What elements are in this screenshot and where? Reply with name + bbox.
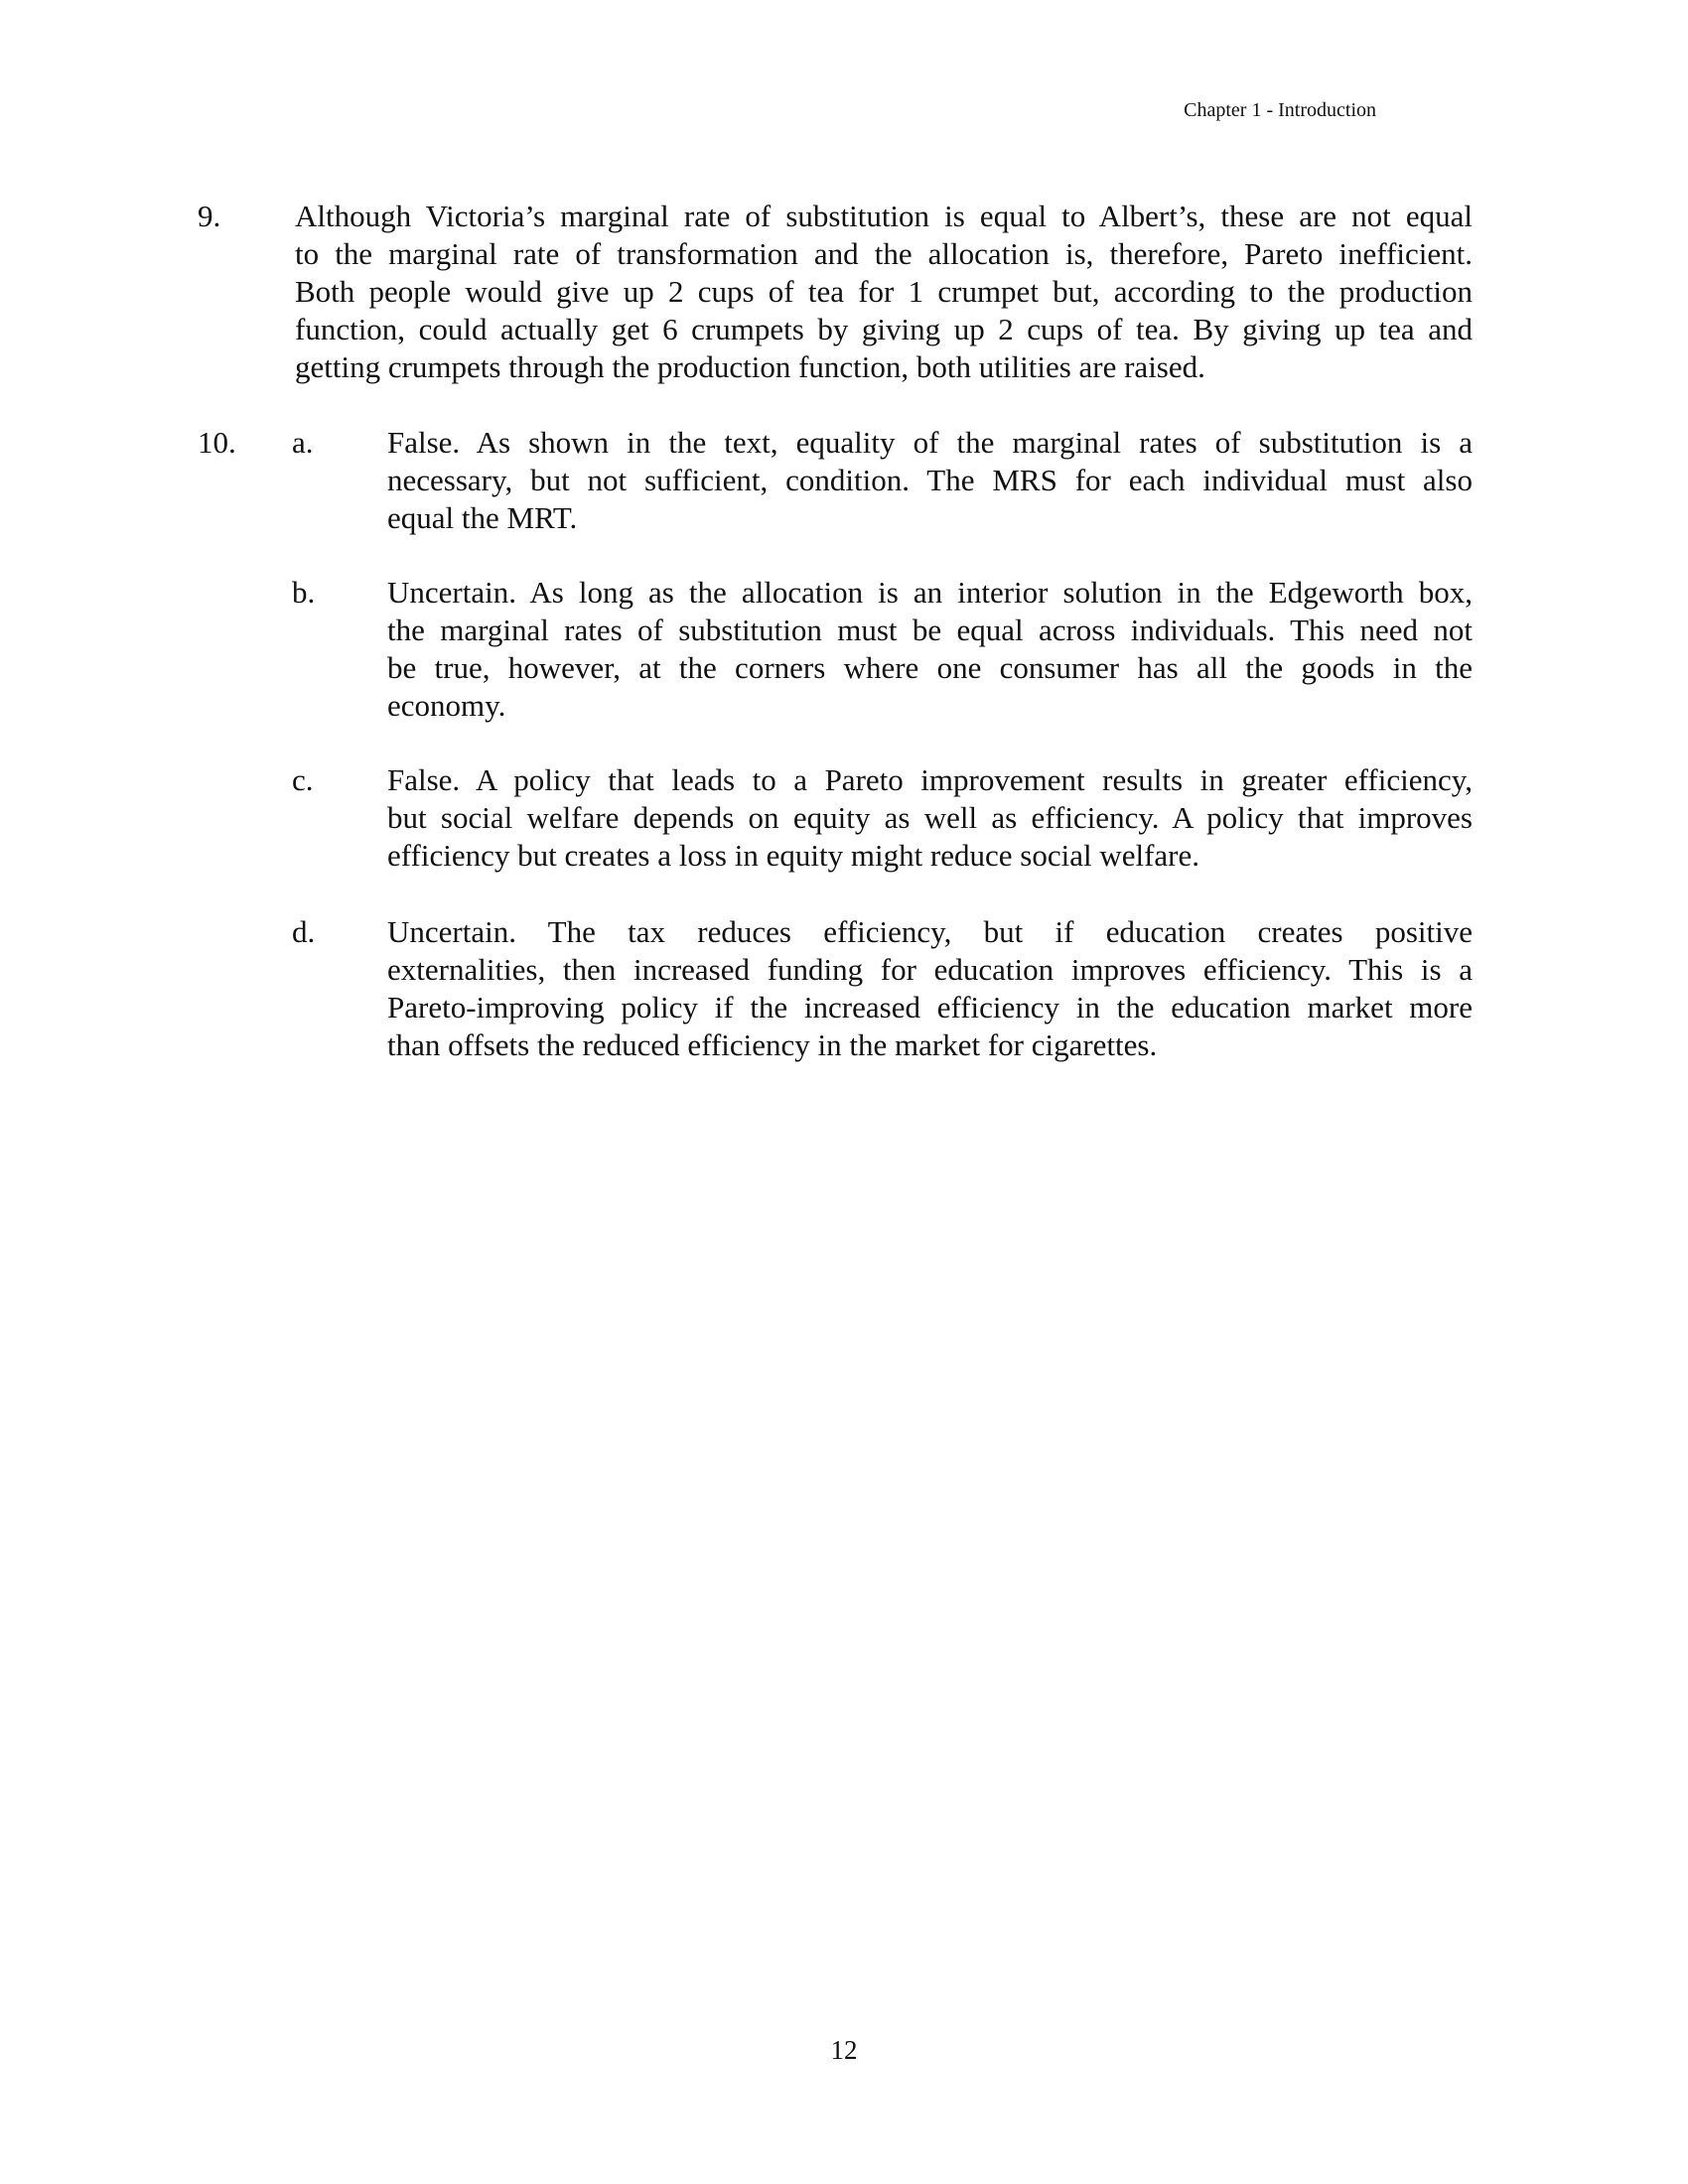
text-line: equal the MRT. bbox=[387, 500, 578, 535]
text-line: Pareto-improving policy if the increased efficiency in the education market more bbox=[387, 990, 1473, 1024]
item-10-number: 10. bbox=[198, 425, 236, 460]
text-line: be true, however, at the corners where one consumer has all the goods in the bbox=[387, 650, 1473, 685]
item-10c-letter: c. bbox=[292, 762, 314, 797]
text-line: Although Victoria’s marginal rate of substitution is equal to Albert’s, these are not equal bbox=[295, 199, 1473, 233]
text-line: to the marginal rate of transformation and the allocation is, therefore, Pareto inefficient. bbox=[295, 236, 1473, 271]
item-10d-text bbox=[387, 913, 1473, 1064]
item-10d-letter: d. bbox=[292, 914, 316, 949]
text-line: function, could actually get 6 crumpets by giving up 2 cups of tea. By giving up tea and bbox=[295, 312, 1473, 346]
item-10b-letter: b. bbox=[292, 575, 316, 610]
item-10c-text bbox=[387, 761, 1473, 875]
text-line: Uncertain. As long as the allocation is an interior solution in the Edgeworth box, bbox=[387, 575, 1473, 610]
item-10a-text bbox=[387, 424, 1473, 537]
text-line: necessary, but not sufficient, condition. The MRS for each individual must also bbox=[387, 463, 1473, 497]
text-line: than offsets the reduced efficiency in the market for cigarettes. bbox=[387, 1027, 1158, 1062]
text-line: economy. bbox=[387, 688, 506, 723]
page-number: 12 bbox=[830, 2035, 858, 2065]
text-line: efficiency but creates a loss in equity might reduce social welfare. bbox=[387, 838, 1200, 873]
item-10a-letter: a. bbox=[292, 425, 314, 460]
running-header: Chapter 1 - Introduction bbox=[1184, 99, 1376, 121]
text-line: externalities, then increased funding for education improves efficiency. This is a bbox=[387, 952, 1473, 987]
text-line: getting crumpets through the production function, both utilities are raised. bbox=[295, 349, 1205, 384]
text-line: Uncertain. The tax reduces efficiency, but if education creates positive bbox=[387, 914, 1473, 949]
text-line: the marginal rates of substitution must be equal across individuals. This need not bbox=[387, 613, 1473, 647]
item-10b-text bbox=[387, 574, 1473, 725]
text-line: False. A policy that leads to a Pareto improvement results in greater efficiency, bbox=[387, 762, 1473, 797]
text-line: Both people would give up 2 cups of tea for 1 crumpet but, according to the production bbox=[295, 274, 1473, 309]
text-line: but social welfare depends on equity as well as efficiency. A policy that improves bbox=[387, 800, 1473, 835]
item-9-number: 9. bbox=[198, 199, 221, 233]
item-9-text bbox=[295, 198, 1473, 386]
text-line: False. As shown in the text, equality of the marginal rates of substitution is a bbox=[387, 425, 1473, 460]
